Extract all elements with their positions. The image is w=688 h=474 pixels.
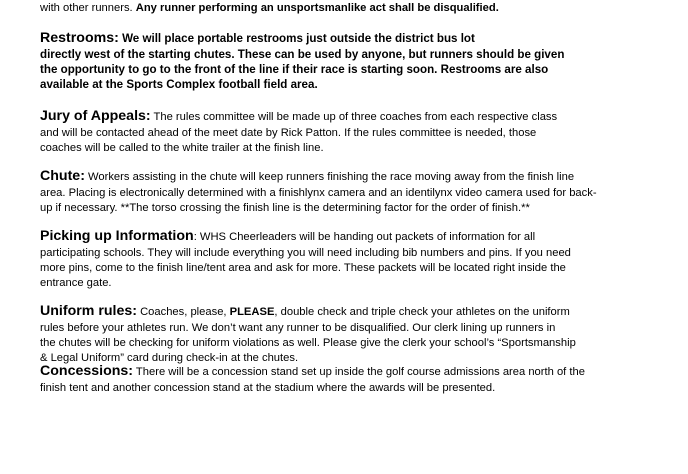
restrooms-section [40, 30, 640, 92]
chute-text-1: Workers assisting in the chute will keep runners finishing the race moving away from the finish line [84, 171, 575, 183]
jury-section [40, 108, 640, 156]
restrooms-text-3: the opportunity to go to the front of the line if their race is starting soon. Restrooms are also [40, 63, 549, 76]
uniform-text-emphasis: PLEASE [229, 306, 275, 318]
picking-up-line-1 [40, 228, 640, 246]
chute-text-3: up if necessary. **The torso crossing the finish line is the determining factor for the order of finish.** [40, 202, 530, 214]
picking-up-text-4: entrance gate. [40, 277, 112, 289]
intro-bold-text: Any runner performing an unsportsmanlike act shall be disqualified. [135, 2, 499, 14]
restrooms-text-2: directly west of the starting chutes. These can be used by anyone, but runners should be given [40, 48, 565, 61]
restrooms-text-4: available at the Sports Complex football field area. [40, 78, 318, 91]
jury-text-2: and will be contacted ahead of the meet date by Rick Patton. If the rules committee is needed, those [40, 127, 537, 139]
uniform-line-1 [40, 303, 640, 321]
concessions-section [40, 363, 640, 396]
picking-up-heading: Picking up Information [40, 228, 194, 244]
chute-heading: Chute: [40, 168, 85, 184]
concessions-text-1: There will be a concession stand set up inside the golf course admissions area north of the [133, 366, 585, 378]
uniform-text-2: rules before your athletes run. We don’t want any runner to be disqualified. Our clerk lining up runners in [40, 322, 556, 334]
uniform-section [40, 303, 640, 366]
concessions-text-2: finish tent and another concession stand at the stadium where the awards will be presented. [40, 382, 496, 394]
jury-text-1: The rules committee will be made up of three coaches from each respective class [150, 111, 558, 123]
uniform-text-post: , double check and triple check your athletes on the uniform [274, 306, 570, 318]
chute-line-1 [40, 168, 640, 186]
picking-up-text-2: participating schools. They will include everything you will need including bib numbers and pins. If you need [40, 247, 571, 259]
uniform-heading: Uniform rules: [40, 303, 137, 319]
intro-text: with other runners. [40, 2, 136, 14]
chute-text-2: area. Placing is electronically determined with a finishlynx camera and an identilynx video camera used for back- [40, 187, 597, 199]
picking-up-section [40, 228, 640, 291]
uniform-text-4: & Legal Uniform” card during check-in at the chutes. [40, 352, 299, 364]
concessions-line-1 [40, 363, 640, 381]
jury-line-1 [40, 108, 640, 126]
restrooms-line-1 [40, 30, 640, 47]
restrooms-heading: Restrooms: [40, 30, 119, 46]
restrooms-text-1: We will place portable restrooms just outside the district bus lot [118, 32, 475, 45]
intro-paragraph [40, 1, 640, 16]
jury-heading: Jury of Appeals: [40, 108, 151, 124]
picking-up-text-3: more pins, come to the finish line/tent area and ask for more. These packets will be located right inside the [40, 262, 566, 274]
intro-line [40, 1, 640, 16]
picking-up-text-1: : WHS Cheerleaders will be handing out packets of information for all [193, 231, 536, 243]
concessions-heading: Concessions: [40, 363, 134, 379]
jury-text-3: coaches will be called to the white trailer at the finish line. [40, 142, 324, 154]
chute-section [40, 168, 640, 216]
uniform-text-3: the chutes will be checking for uniform violations as well. Please give the clerk your school’s “Sportsmanship [40, 337, 576, 349]
uniform-text-pre: Coaches, please, [136, 306, 230, 318]
